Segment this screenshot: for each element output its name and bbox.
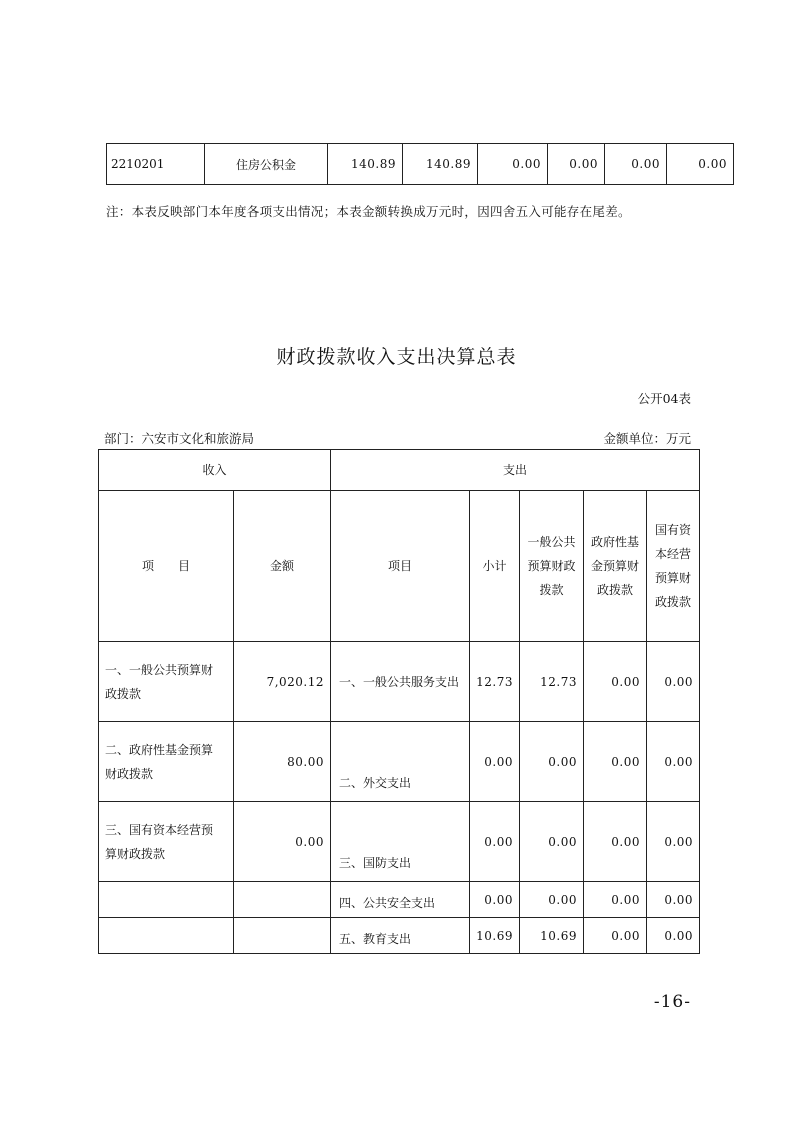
amount-unit-label: 金额单位：万元 — [603, 431, 691, 446]
expense-item: 三、国防支出 — [331, 802, 470, 882]
value-cell: 0.00 — [470, 882, 520, 918]
income-item — [99, 918, 234, 954]
value-cell: 0.00 — [584, 918, 647, 954]
value-cell: 0.00 — [647, 642, 700, 722]
expense-item: 二、外交支出 — [331, 722, 470, 802]
department-label: 部门：六安市文化和旅游局 — [104, 431, 255, 446]
function-code: 2210201 — [107, 144, 205, 185]
income-amount — [234, 918, 331, 954]
continued-expense-table — [106, 143, 734, 185]
income-item: 一、一般公共预算财 政拨款 — [99, 642, 234, 722]
income-amount: 7,020.12 — [234, 642, 331, 722]
form-code: 公开04表 — [637, 391, 691, 406]
table-row — [99, 642, 700, 722]
value-cell: 0.00 — [647, 802, 700, 882]
income-group-header: 收入 — [99, 450, 331, 491]
table-row — [99, 882, 700, 918]
group-header-row — [99, 450, 700, 491]
value-cell: 0.00 — [520, 722, 584, 802]
value-cell: 0.00 — [647, 882, 700, 918]
value-cell: 0.00 — [584, 802, 647, 882]
state-capital-header: 国有资 本经营 预算财 政拨款 — [647, 491, 700, 642]
gov-fund-header: 政府性基 金预算财 政拨款 — [584, 491, 647, 642]
function-name: 住房公积金 — [205, 144, 328, 185]
value-cell: 0.00 — [584, 722, 647, 802]
column-header-row — [99, 491, 700, 642]
table-row — [99, 802, 700, 882]
table-row — [99, 722, 700, 802]
page-title: 财政拨款收入支出决算总表 — [276, 346, 517, 368]
table-row — [107, 144, 734, 185]
income-item: 三、国有资本经营预 算财政拨款 — [99, 802, 234, 882]
expense-item-header: 项目 — [331, 491, 470, 642]
value-cell: 140.89 — [403, 144, 478, 185]
income-item — [99, 882, 234, 918]
fiscal-appropriation-table — [98, 449, 700, 954]
value-cell: 0.00 — [470, 802, 520, 882]
value-cell: 0.00 — [647, 918, 700, 954]
page-number: -16- — [653, 992, 691, 1012]
value-cell: 0.00 — [667, 144, 734, 185]
income-item: 二、政府性基金预算 财政拨款 — [99, 722, 234, 802]
general-budget-header: 一般公共 预算财政 拨款 — [520, 491, 584, 642]
table-note: 注：本表反映部门本年度各项支出情况；本表金额转换成万元时，因四舍五入可能存在尾差。 — [106, 204, 631, 219]
value-cell: 0.00 — [470, 722, 520, 802]
value-cell: 12.73 — [470, 642, 520, 722]
value-cell: 0.00 — [520, 882, 584, 918]
expense-item: 一、一般公共服务支出 — [331, 642, 470, 722]
value-cell: 0.00 — [647, 722, 700, 802]
expense-item: 四、公共安全支出 — [331, 882, 470, 918]
value-cell: 0.00 — [584, 882, 647, 918]
subtotal-header: 小计 — [470, 491, 520, 642]
income-amount: 0.00 — [234, 802, 331, 882]
income-amount — [234, 882, 331, 918]
table-row — [99, 918, 700, 954]
income-amount-header: 金额 — [234, 491, 331, 642]
expense-group-header: 支出 — [331, 450, 700, 491]
value-cell: 0.00 — [584, 642, 647, 722]
value-cell: 0.00 — [605, 144, 667, 185]
value-cell: 10.69 — [470, 918, 520, 954]
value-cell: 12.73 — [520, 642, 584, 722]
income-amount: 80.00 — [234, 722, 331, 802]
value-cell: 0.00 — [520, 802, 584, 882]
income-item-header: 项 目 — [99, 491, 234, 642]
value-cell: 0.00 — [548, 144, 605, 185]
value-cell: 10.69 — [520, 918, 584, 954]
value-cell: 0.00 — [478, 144, 548, 185]
value-cell: 140.89 — [328, 144, 403, 185]
expense-item: 五、教育支出 — [331, 918, 470, 954]
